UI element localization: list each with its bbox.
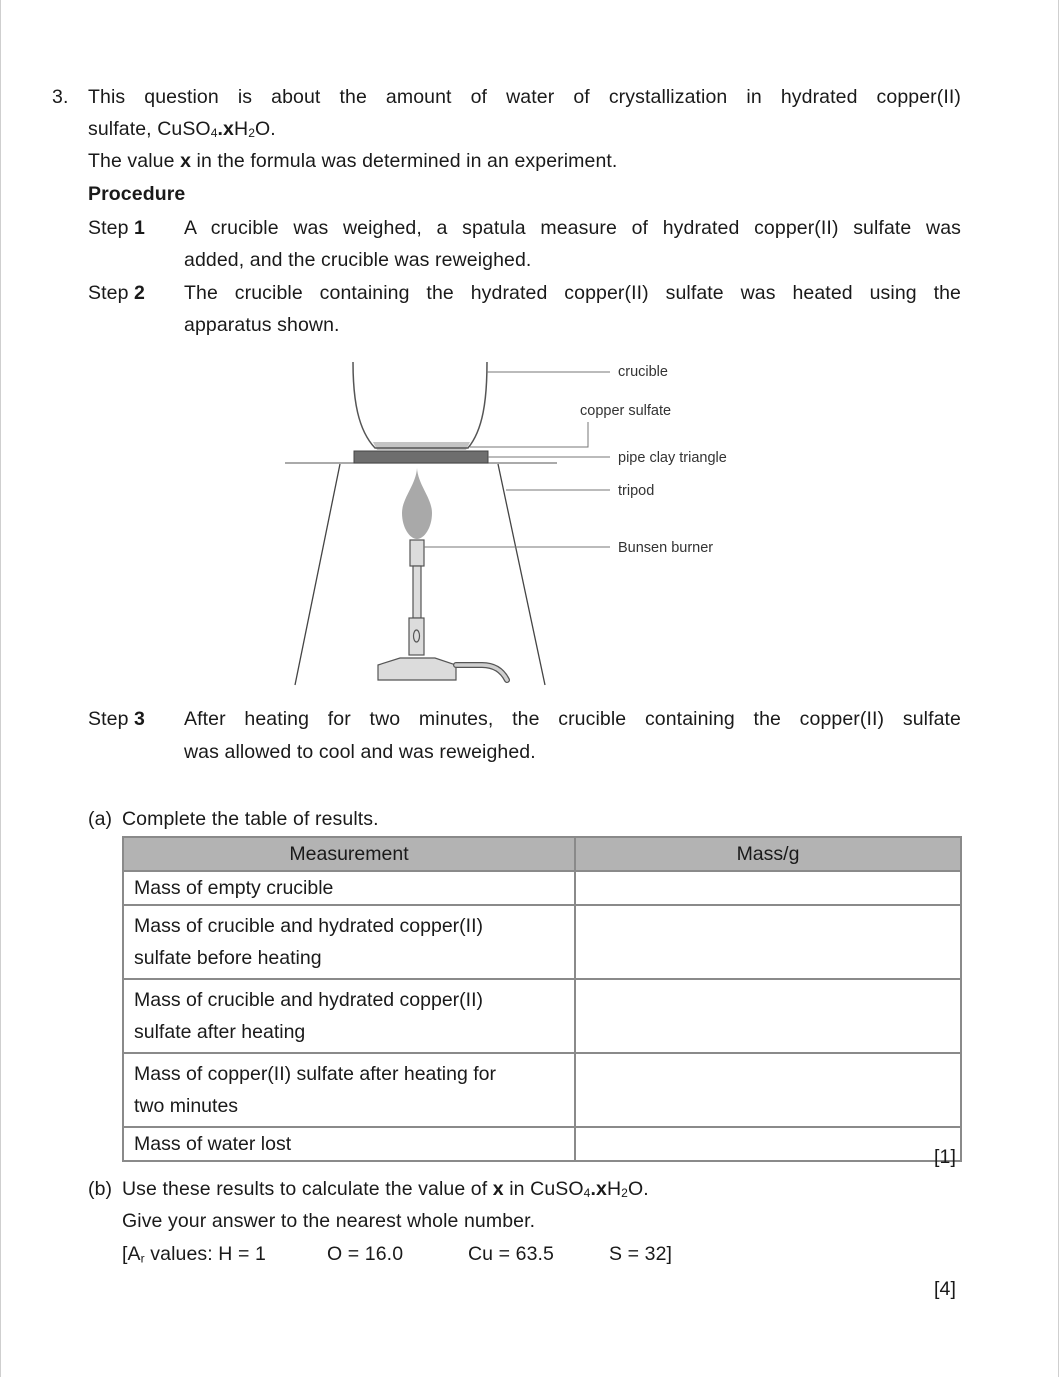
step-number: 1 — [134, 217, 145, 239]
measurement-text: sulfate after heating — [134, 1021, 306, 1043]
step-label: Step — [88, 217, 135, 239]
copper-sulfate-layer — [373, 442, 470, 450]
label-copper-sulfate: copper sulfate — [580, 403, 672, 419]
text: values: H = 1 — [144, 1243, 266, 1265]
mass-input-cell[interactable] — [575, 1053, 961, 1127]
part-b-line1 — [122, 1180, 649, 1200]
measurement-text: two minutes — [134, 1095, 239, 1117]
step-number: 2 — [134, 282, 145, 304]
table-row — [123, 905, 961, 979]
ar-values-label — [122, 1245, 266, 1265]
mass-input-cell[interactable] — [575, 1127, 961, 1161]
part-a-marks: [1] — [934, 1146, 956, 1168]
step-label: Step — [88, 282, 135, 304]
measurement-text: Mass of water lost — [134, 1133, 292, 1155]
step-3-line1: After heating for two minutes, the crucible containing the copper(II) sulfate — [184, 708, 961, 730]
step-3-label — [88, 710, 145, 730]
formula-x: .x — [590, 1178, 607, 1200]
text: Use these results to calculate the value of — [122, 1178, 493, 1200]
measurement-cell — [123, 1053, 575, 1127]
measurement-cell — [123, 979, 575, 1053]
copper-sulfate-leader — [470, 422, 588, 447]
mass-input-cell[interactable] — [575, 979, 961, 1053]
step-1-line2: added, and the crucible was reweighed. — [184, 249, 532, 271]
pipe-clay-triangle-shape — [354, 451, 488, 463]
formula-text: O. — [255, 118, 276, 140]
table-row — [123, 979, 961, 1053]
burner-collar — [409, 618, 424, 655]
formula-x: .x — [217, 118, 234, 140]
burner-base — [378, 658, 456, 680]
formula-subscript: 2 — [248, 125, 256, 140]
formula-text: H — [606, 1178, 622, 1200]
ar-oxygen: O = 16.0 — [327, 1243, 404, 1265]
header-measurement: Measurement — [123, 837, 575, 871]
table-row — [123, 1053, 961, 1127]
burner-chimney — [410, 540, 424, 566]
tripod-leg-left — [295, 464, 340, 685]
measurement-text: Mass of crucible and hydrated copper(II) — [134, 989, 484, 1011]
part-b-label: (b) — [88, 1178, 113, 1200]
part-a-prompt: Complete the table of results. — [122, 808, 379, 830]
formula-subscript: 4 — [210, 125, 218, 140]
step-2-line1: The crucible containing the hydrated copper(II) sulfate was heated using the — [184, 282, 961, 304]
procedure-heading: Procedure — [88, 183, 186, 205]
ar-sulfur: S = 32] — [609, 1243, 673, 1265]
label-pipe-clay-triangle: pipe clay triangle — [618, 450, 727, 466]
variable-x: x — [180, 150, 192, 172]
formula-subscript: 2 — [621, 1185, 628, 1200]
step-3-line2: was allowed to cool and was reweighed. — [184, 741, 536, 763]
results-table — [122, 836, 962, 1162]
measurement-text: Mass of crucible and hydrated copper(II) — [134, 915, 484, 937]
measurement-text: Mass of copper(II) sulfate after heating for — [134, 1063, 497, 1085]
mass-input-cell[interactable] — [575, 871, 961, 905]
step-1-label — [88, 219, 145, 239]
formula-subscript: 4 — [583, 1185, 591, 1200]
ar-copper: Cu = 63.5 — [468, 1243, 555, 1265]
part-a-label: (a) — [88, 808, 113, 830]
table-row — [123, 871, 961, 905]
step-2-label — [88, 284, 145, 304]
variable-x: x — [492, 1178, 504, 1200]
part-b-line2: Give your answer to the nearest whole number. — [122, 1210, 536, 1232]
measurement-text: Mass of empty crucible — [134, 877, 334, 899]
flame-icon — [402, 468, 432, 539]
label-bunsen-burner: Bunsen burner — [618, 540, 714, 556]
label-tripod: tripod — [618, 483, 655, 499]
question-intro-line2 — [88, 120, 276, 140]
formula-text: O. — [627, 1178, 649, 1200]
table-header-row — [123, 837, 961, 871]
formula-text: in CuSO — [503, 1178, 584, 1200]
measurement-cell — [123, 1127, 575, 1161]
question-intro-line1: This question is about the amount of water of crystallization in hydrated copper(II) — [88, 86, 961, 108]
measurement-cell — [123, 905, 575, 979]
text: The value — [88, 150, 181, 172]
burner-tube — [413, 566, 421, 618]
step-label: Step — [88, 708, 135, 730]
tripod-leg-right — [498, 464, 545, 685]
text: [A — [122, 1243, 141, 1265]
table-row — [123, 1127, 961, 1161]
step-number: 3 — [134, 708, 145, 730]
mass-input-cell[interactable] — [575, 905, 961, 979]
label-crucible: crucible — [618, 364, 668, 380]
formula-text: sulfate, CuSO — [88, 118, 211, 140]
text: in the formula was determined in an experiment. — [191, 150, 618, 172]
part-b-marks: [4] — [934, 1278, 956, 1300]
step-1-line1: A crucible was weighed, a spatula measure of hydrated copper(II) sulfate was — [184, 217, 961, 239]
crucible-shape — [353, 362, 487, 448]
apparatus-diagram — [270, 350, 750, 695]
measurement-cell — [123, 871, 575, 905]
page-border-right — [1058, 0, 1059, 1377]
question-value-line — [88, 152, 617, 172]
question-number: 3. — [52, 86, 69, 108]
step-2-line2: apparatus shown. — [184, 314, 340, 336]
page-border-left — [0, 0, 1, 1377]
formula-text: H — [234, 118, 249, 140]
measurement-text: sulfate before heating — [134, 947, 322, 969]
header-mass: Mass/g — [575, 837, 961, 871]
subscript: r — [140, 1251, 145, 1266]
